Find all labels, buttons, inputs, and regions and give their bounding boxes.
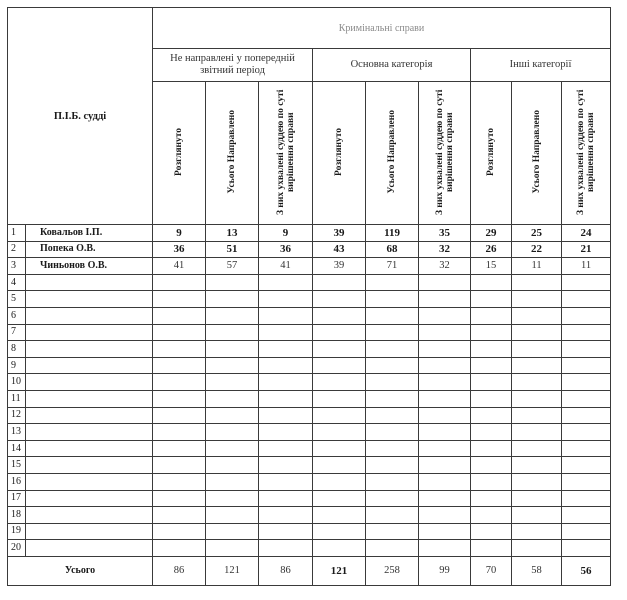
table-cell [153,473,206,490]
table-cell [419,341,471,358]
row-number: 8 [8,341,26,358]
table-cell: 26 [471,241,512,258]
table-cell [259,473,313,490]
table-cell [419,291,471,308]
subcol-header [206,82,259,225]
table-cell [259,407,313,424]
table-cell [313,407,366,424]
table-cell [153,457,206,474]
table-cell [259,390,313,407]
table-cell [259,490,313,507]
table-cell [512,324,562,341]
judge-name [26,274,153,291]
judge-name [26,407,153,424]
table-cell [471,324,512,341]
table-cell [419,324,471,341]
table-cell [419,274,471,291]
table-cell [206,274,259,291]
table-cell: 41 [153,258,206,275]
table-cell [366,507,419,524]
judge-name: Чиньонов О.В. [26,258,153,275]
table-cell [259,291,313,308]
judge-name: Ковальов І.П. [26,225,153,242]
table-cell [366,424,419,441]
table-cell: 71 [366,258,419,275]
table-cell [562,507,611,524]
table-cell [512,274,562,291]
subcol-header-label: Розглянуто [334,127,345,176]
table-cell: 21 [562,241,611,258]
table-cell [313,490,366,507]
judge-name [26,357,153,374]
table-cell: 39 [313,225,366,242]
table-cell [512,341,562,358]
table-cell [366,440,419,457]
table-row [8,241,611,258]
row-number: 13 [8,424,26,441]
total-cell: 121 [206,556,259,585]
table-cell [512,507,562,524]
table-row [8,507,611,524]
table-row [8,490,611,507]
table-cell: 25 [512,225,562,242]
table-cell: 51 [206,241,259,258]
table-cell: 35 [419,225,471,242]
table-cell: 22 [512,241,562,258]
table-cell: 41 [259,258,313,275]
table-cell [419,357,471,374]
row-number: 18 [8,507,26,524]
row-number: 4 [8,274,26,291]
table-cell [562,390,611,407]
table-cell [313,540,366,557]
table-cell [366,307,419,324]
table-cell [153,390,206,407]
table-cell [153,523,206,540]
table-cell [419,374,471,391]
table-cell: 32 [419,241,471,258]
table-row [8,540,611,557]
group-header-previous [153,49,313,82]
judge-name [26,374,153,391]
table-cell [471,540,512,557]
table-cell [562,473,611,490]
table-cell: 36 [259,241,313,258]
subcol-header [313,82,366,225]
table-cell [512,291,562,308]
table-cell [313,307,366,324]
table-cell [419,390,471,407]
table-cell [153,307,206,324]
table-cell [562,374,611,391]
table-cell [153,490,206,507]
row-number: 1 [8,225,26,242]
table-cell [153,291,206,308]
judge-name [26,523,153,540]
table-cell [206,307,259,324]
table-row [8,324,611,341]
table-cell [366,523,419,540]
table-cell [206,523,259,540]
table-cell [471,307,512,324]
table-cell [562,440,611,457]
table-cell [471,274,512,291]
table-cell [562,291,611,308]
table-cell: 68 [366,241,419,258]
table-row [8,457,611,474]
table-cell [562,407,611,424]
table-cell [471,374,512,391]
table-cell [366,324,419,341]
judge-name [26,324,153,341]
table-row [8,424,611,441]
table-cell [471,440,512,457]
table-cell [313,341,366,358]
table-cell: 9 [259,225,313,242]
table-cell [313,274,366,291]
table-cell: 9 [153,225,206,242]
table-cell [471,407,512,424]
table-row [8,523,611,540]
group-header-main [313,49,471,82]
table-cell [206,507,259,524]
judge-name-header [8,8,153,225]
table-cell [512,424,562,441]
row-number: 17 [8,490,26,507]
table-cell [206,390,259,407]
table-cell [313,507,366,524]
table-cell [259,540,313,557]
subcol-header [153,82,206,225]
table-cell [259,523,313,540]
judge-name [26,457,153,474]
table-cell [153,341,206,358]
subcol-header [512,82,562,225]
table-cell [366,407,419,424]
table-cell [562,274,611,291]
table-cell [206,357,259,374]
table-row [8,357,611,374]
table-cell [259,457,313,474]
table-cell [259,440,313,457]
subcol-header [562,82,611,225]
table-cell [366,357,419,374]
row-number: 10 [8,374,26,391]
table-cell [313,374,366,391]
row-number: 3 [8,258,26,275]
table-cell [206,407,259,424]
table-cell [366,457,419,474]
table-cell [313,390,366,407]
table-cell: 11 [562,258,611,275]
judge-name [26,341,153,358]
subcol-header-label: З них ухвалені суддею по суті вирішення справи [275,88,296,215]
row-number: 14 [8,440,26,457]
table-cell [313,457,366,474]
table-cell [471,390,512,407]
table-cell [313,523,366,540]
table-cell [259,341,313,358]
report-sheet [7,7,610,582]
table-cell [471,341,512,358]
table-cell [562,523,611,540]
table-cell [512,390,562,407]
table-cell [562,540,611,557]
subcol-header [471,82,512,225]
table-cell [259,507,313,524]
judge-name [26,473,153,490]
criminal-cases-table [7,7,611,586]
table-cell [512,307,562,324]
row-number: 5 [8,291,26,308]
table-cell [366,473,419,490]
table-cell [366,490,419,507]
table-cell [419,440,471,457]
table-cell [366,540,419,557]
table-cell [313,473,366,490]
table-cell [512,457,562,474]
subcol-header-label: Усього Направлено [227,109,238,194]
table-cell [419,457,471,474]
table-cell: 32 [419,258,471,275]
table-cell [471,473,512,490]
table-cell [512,523,562,540]
group-header-other-label: Інші категорії [509,59,572,70]
table-cell [562,424,611,441]
table-cell: 13 [206,225,259,242]
table-cell [206,424,259,441]
subcol-header [419,82,471,225]
table-cell: 24 [562,225,611,242]
table-cell [206,341,259,358]
table-cell: 119 [366,225,419,242]
total-cell: 121 [313,556,366,585]
table-cell [562,457,611,474]
table-cell [419,490,471,507]
table-cell [313,357,366,374]
table-cell [562,357,611,374]
table-cell [419,523,471,540]
table-cell [562,341,611,358]
group-title-cell [153,8,611,49]
table-cell [206,457,259,474]
table-cell [259,357,313,374]
table-row [8,390,611,407]
total-label: Усього [8,556,153,585]
row-number: 6 [8,307,26,324]
table-cell [512,440,562,457]
total-cell: 58 [512,556,562,585]
judge-name [26,507,153,524]
table-cell [471,291,512,308]
table-cell [419,307,471,324]
table-cell [206,540,259,557]
table-cell [512,540,562,557]
table-row [8,341,611,358]
table-cell: 43 [313,241,366,258]
judge-name [26,440,153,457]
table-row [8,274,611,291]
table-cell [206,440,259,457]
table-row [8,258,611,275]
table-cell [153,357,206,374]
row-number: 16 [8,473,26,490]
table-cell [366,341,419,358]
table-cell [562,307,611,324]
subcol-header-label: З них ухвалені суддею по суті вирішення справи [576,88,597,215]
table-cell [419,407,471,424]
table-cell [419,540,471,557]
table-cell: 36 [153,241,206,258]
group-title: Кримінальні справи [338,22,425,34]
table-cell: 29 [471,225,512,242]
table-cell [259,274,313,291]
table-cell [512,357,562,374]
table-row [8,225,611,242]
subcol-header-label: Усього Направлено [387,109,398,194]
table-cell [471,424,512,441]
total-cell: 70 [471,556,512,585]
table-cell [471,507,512,524]
table-cell [471,490,512,507]
row-number: 2 [8,241,26,258]
judge-name [26,540,153,557]
table-row [8,407,611,424]
total-cell: 86 [259,556,313,585]
table-cell: 39 [313,258,366,275]
row-number: 11 [8,390,26,407]
table-cell [366,274,419,291]
total-cell: 258 [366,556,419,585]
subcol-header-label: Усього Направлено [531,109,542,194]
table-cell [259,374,313,391]
row-number: 7 [8,324,26,341]
table-row [8,440,611,457]
judge-name [26,424,153,441]
judge-name: Попека О.В. [26,241,153,258]
table-cell [562,324,611,341]
group-header-previous-label: Не направлені у попередній звітний період [170,53,295,76]
row-number: 15 [8,457,26,474]
subcol-header-label: Розглянуто [486,127,497,176]
table-cell: 57 [206,258,259,275]
table-cell [153,407,206,424]
table-cell [366,374,419,391]
table-row [8,307,611,324]
judge-name [26,291,153,308]
subcol-header-label: Розглянуто [174,127,185,176]
judge-name [26,307,153,324]
table-cell [153,274,206,291]
table-cell [366,291,419,308]
total-cell: 99 [419,556,471,585]
table-cell [259,324,313,341]
table-cell [206,490,259,507]
table-cell [206,374,259,391]
table-cell [259,307,313,324]
table-cell [313,440,366,457]
row-number: 20 [8,540,26,557]
table-cell [419,507,471,524]
table-cell [153,374,206,391]
table-cell [512,374,562,391]
group-header-other [471,49,611,82]
table-cell: 15 [471,258,512,275]
total-cell: 86 [153,556,206,585]
judge-name [26,390,153,407]
subcol-header-label: З них ухвалені суддею по суті вирішення справи [434,88,455,215]
table-cell [206,324,259,341]
table-cell [313,291,366,308]
table-cell [206,291,259,308]
group-header-main-label: Основна категорія [350,59,433,70]
total-cell: 56 [562,556,611,585]
table-cell [313,424,366,441]
table-cell [562,490,611,507]
row-number: 19 [8,523,26,540]
row-number: 12 [8,407,26,424]
table-cell [153,424,206,441]
total-row [8,556,611,585]
table-cell [313,324,366,341]
judge-name-header-label: П.І.Б. судді [53,110,107,122]
subcol-header [259,82,313,225]
table-cell [153,324,206,341]
table-cell [153,540,206,557]
table-row [8,291,611,308]
table-cell [259,424,313,441]
table-cell [419,424,471,441]
table-cell [471,357,512,374]
table-cell [366,390,419,407]
table-row [8,473,611,490]
table-cell [206,473,259,490]
table-cell [153,507,206,524]
table-cell [512,473,562,490]
table-cell [471,457,512,474]
table-cell [471,523,512,540]
subcol-header [366,82,419,225]
table-cell [512,407,562,424]
table-cell: 11 [512,258,562,275]
row-number: 9 [8,357,26,374]
judge-name [26,490,153,507]
table-row [8,374,611,391]
table-cell [419,473,471,490]
table-cell [153,440,206,457]
table-cell [512,490,562,507]
